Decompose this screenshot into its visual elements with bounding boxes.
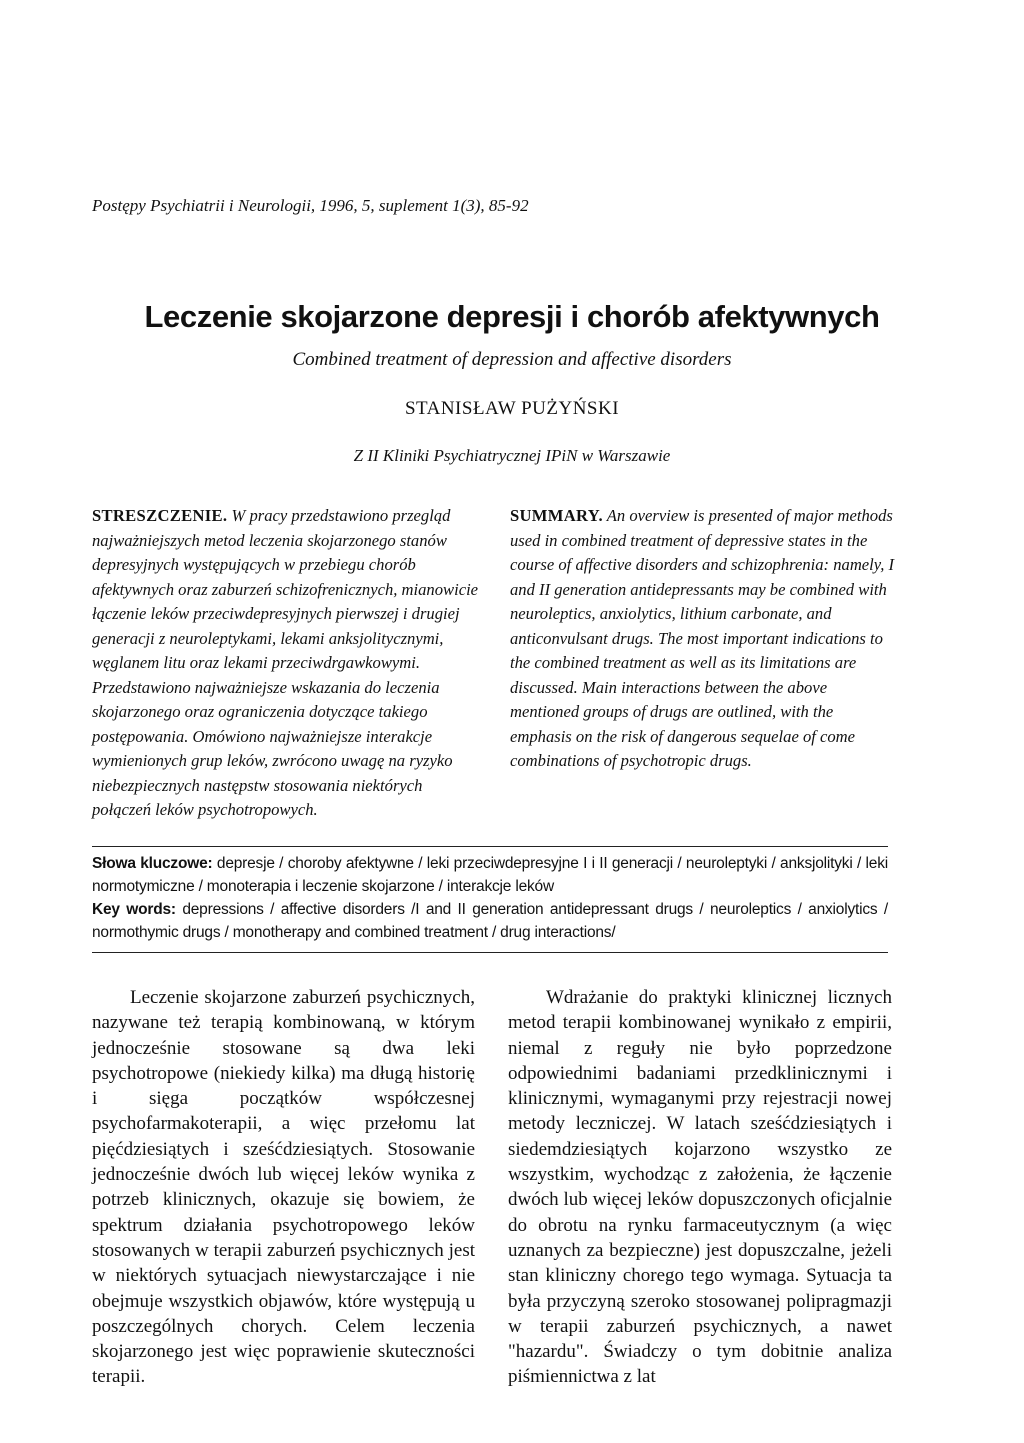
article-title: Leczenie skojarzone depresji i chorób afektywnych [144,299,880,334]
body-paragraph-1: Leczenie skojarzone zaburzeń psychicznych, nazywane też terapią kombinowaną, w którym jednocześnie stosowane są dwa leki psychotropowe (niekiedy kilka) ma długą historię i sięga początków współczesnej psychofarmakoterapii, a więc przełomu lat pięćdziesiątych i sześćdziesiątych. Stosowanie jednocześnie dwóch lub więcej leków wynika z potrzeb klinicznych, okazuje się bowiem, że spektrum działania psychotropowego leków stosowanych w terapii zaburzeń psychicznych jest w niektórych sytuacjach niewystarczające i nie obejmuje wszystkich objawów, które występują u poszczególnych chorych. Celem leczenia skojarzonego jest więc poprawienie skuteczności terapii. [92,987,475,1388]
keywords-english [92,898,888,944]
body-right-column [508,985,892,1390]
keywords-polish-text: depresje / choroby afektywne / leki przeciwdepresyjne I i II generacji / neuroleptyki / anksjolityki / leki normotymiczne / monoterapia i leczenie skojarzone / interakcje leków [92,855,888,895]
author-name: STANISŁAW PUŻYŃSKI [404,398,620,419]
keywords-bottom-rule [92,952,888,953]
abstract-english-text: An overview is presented of major methods used in combined treatment of depressive states in the course of affective disorders and schizophrenia: namely, I and II generation antidepressants may be combined with neuroleptics, anxiolytics, lithium carbonate, and anticonvulsant drugs. The most important indications to the combined treatment as well as its limitations are discussed. Main interactions between the above mentioned groups of drugs are outlined, with the emphasis on the risk of dangerous sequelae of come combinations of psychotropic drugs. [510,506,895,770]
abstract-english-label: SUMMARY. [510,506,603,525]
article-subtitle: Combined treatment of depression and affective disorders [292,349,732,370]
author-affiliation: Z II Kliniki Psychiatrycznej IPiN w Warszawie [353,446,671,465]
keywords-polish-label: Słowa kluczowe: [92,855,213,872]
abstract-english [510,504,895,774]
keywords-top-rule [92,846,888,847]
keywords-block [92,852,888,944]
abstract-polish-label: STRESZCZENIE. [92,506,228,525]
journal-citation: Postępy Psychiatrii i Neurologii, 1996, 5, suplement 1(3), 85-92 [92,196,529,215]
keywords-english-text: depressions / affective disorders /I and II generation antidepressant drugs / neuroleptics / anxiolytics / normothymic drugs / monotherapy and combined treatment / drug interactions/ [92,901,888,941]
abstract-polish-text: W pracy przedstawiono przegląd najważniejszych metod leczenia skojarzonego stanów depresyjnych występujących w przebiegu chorób afektywnych oraz zaburzeń schizofrenicznych, mianowicie łączenie leków przeciwdepresyjnych pierwszej i drugiej generacji z neuroleptykami, lekami anksjolitycznymi, węglanem litu oraz lekami przeciwdrgawkowymi. Przedstawiono najważniejsze wskazania do leczenia skojarzonego oraz ograniczenia dotyczące takiego postępowania. Omówiono najważniejsze interakcje wymienionych grup leków, zwrócono uwagę na ryzyko niebezpiecznych następstw stosowania niektórych połączeń leków psychotropowych. [92,506,479,819]
body-left-column [92,985,475,1390]
keywords-english-label: Key words: [92,901,176,918]
abstract-polish [92,504,482,823]
body-paragraph-2: Wdrażanie do praktyki klinicznej licznych metod terapii kombinowanej wynikało z empirii, niemal z reguły nie było poprzedzone odpowiednimi badaniami przedklinicznymi i klinicznymi, wymaganymi przy rejestracji nowej metody leczniczej. W latach sześćdziesiątych i siedemdziesiątych kojarzono wszystko ze wszystkim, wychodząc z założenia, że łączenie dwóch lub więcej leków dopuszczonych oficjalnie do obrotu na rynku farmaceutycznym (a więc uznanych za bezpieczne) jest dopuszczalne, jeżeli stan kliniczny chorego tego wymaga. Sytuacja ta była przyczyną szeroko stosowanej polipragmazji w terapii zaburzeń psychicznych, a nawet "hazardu". Świadczy o tym dobitnie analiza piśmiennictwa z lat [508,987,892,1388]
keywords-polish [92,852,888,898]
